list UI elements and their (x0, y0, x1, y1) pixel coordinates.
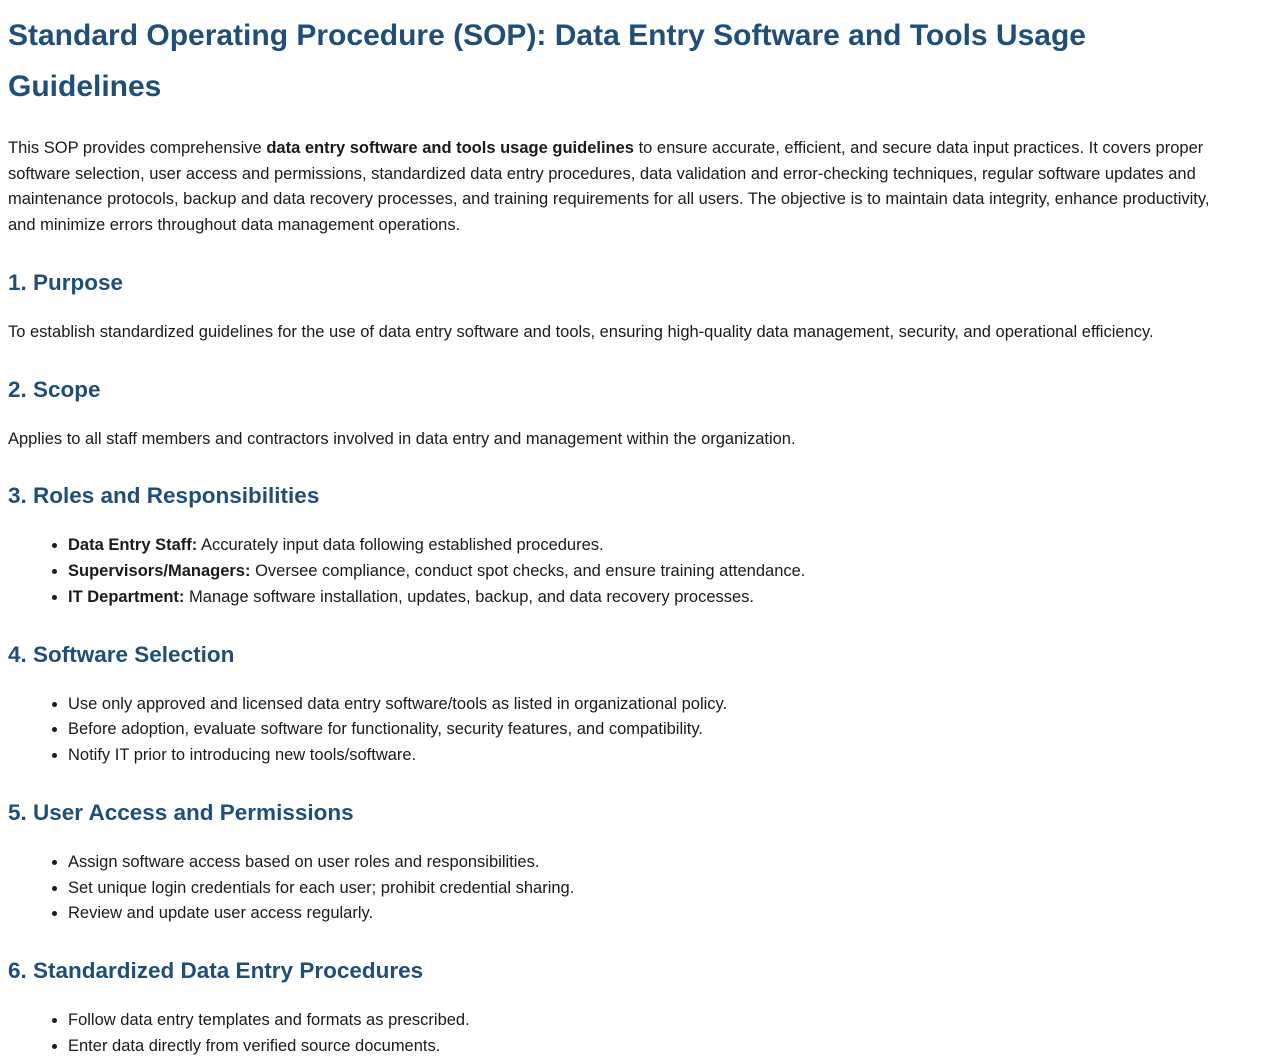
list-item-bold-label: Supervisors/Managers: (68, 562, 251, 581)
section-list (8, 1008, 1235, 1059)
sop-section (8, 269, 1235, 346)
intro-bold-phrase: data entry software and tools usage guidelines (266, 139, 634, 157)
section-heading: 3. Roles and Responsibilities (8, 483, 320, 509)
section-list (8, 533, 1235, 610)
list-item-text: Accurately input data following established procedures. (197, 536, 604, 555)
list-item (68, 717, 1235, 743)
list-item (68, 1008, 1235, 1034)
list-item (68, 876, 1235, 902)
list-item (68, 1034, 1235, 1059)
intro-text-before-bold: This SOP provides comprehensive (8, 139, 267, 157)
section-heading: 5. User Access and Permissions (8, 799, 354, 825)
intro-text-after-bold: to ensure accurate, efficient, and secure data input practices. It covers proper software selection, user access and permissions, standardized data entry procedures, data validation and error-checking techniques, regular software updates and maintenance protocols, backup and data recovery processes, and training requirements for all users. The objective is to maintain data integrity, enhance productivity, and minimize errors throughout data management operations. (8, 139, 1210, 235)
list-item (68, 850, 1235, 876)
list-item-text: Follow data entry templates and formats as prescribed. (68, 1011, 470, 1030)
sections-container (8, 269, 1235, 1059)
sop-section (8, 376, 1235, 453)
list-item (68, 692, 1235, 718)
intro-paragraph (8, 136, 1235, 239)
sop-section (8, 641, 1235, 769)
list-item-bold-label: Data Entry Staff: (68, 536, 198, 555)
list-item-text: Review and update user access regularly. (68, 904, 374, 923)
list-item (68, 901, 1235, 927)
list-item-text: Oversee compliance, conduct spot checks, and ensure training attendance. (250, 562, 806, 581)
list-item-text: Assign software access based on user roles and responsibilities. (68, 852, 540, 871)
list-item-text: Set unique login credentials for each user; prohibit credential sharing. (68, 878, 575, 897)
sop-section (8, 957, 1235, 1059)
section-heading: 2. Scope (8, 376, 101, 402)
list-item-text: Before adoption, evaluate software for functionality, security features, and compatibility. (68, 720, 703, 739)
list-item (68, 743, 1235, 769)
section-heading: 1. Purpose (8, 269, 124, 295)
sop-section (8, 799, 1235, 927)
page-title: Standard Operating Procedure (SOP): Data Entry Software and Tools Usage Guidelines (8, 19, 1086, 103)
list-item-text: Use only approved and licensed data entry software/tools as listed in organizational policy. (68, 694, 728, 713)
section-paragraph: To establish standardized guidelines for the use of data entry software and tools, ensuring high-quality data management, security, and operational efficiency. (8, 322, 1154, 341)
list-item (68, 585, 1235, 611)
section-list (8, 692, 1235, 769)
sop-section (8, 482, 1235, 610)
list-item-bold-label: IT Department: (68, 587, 185, 606)
list-item (68, 533, 1235, 559)
list-item (68, 559, 1235, 585)
section-heading: 6. Standardized Data Entry Procedures (8, 958, 424, 984)
list-item-text: Notify IT prior to introducing new tools/software. (68, 746, 417, 765)
list-item-text: Manage software installation, updates, backup, and data recovery processes. (184, 587, 755, 606)
section-heading: 4. Software Selection (8, 641, 235, 667)
section-list (8, 850, 1235, 927)
list-item-text: Enter data directly from verified source documents. (68, 1036, 441, 1055)
section-paragraph: Applies to all staff members and contractors involved in data entry and management within the organization. (8, 429, 796, 448)
